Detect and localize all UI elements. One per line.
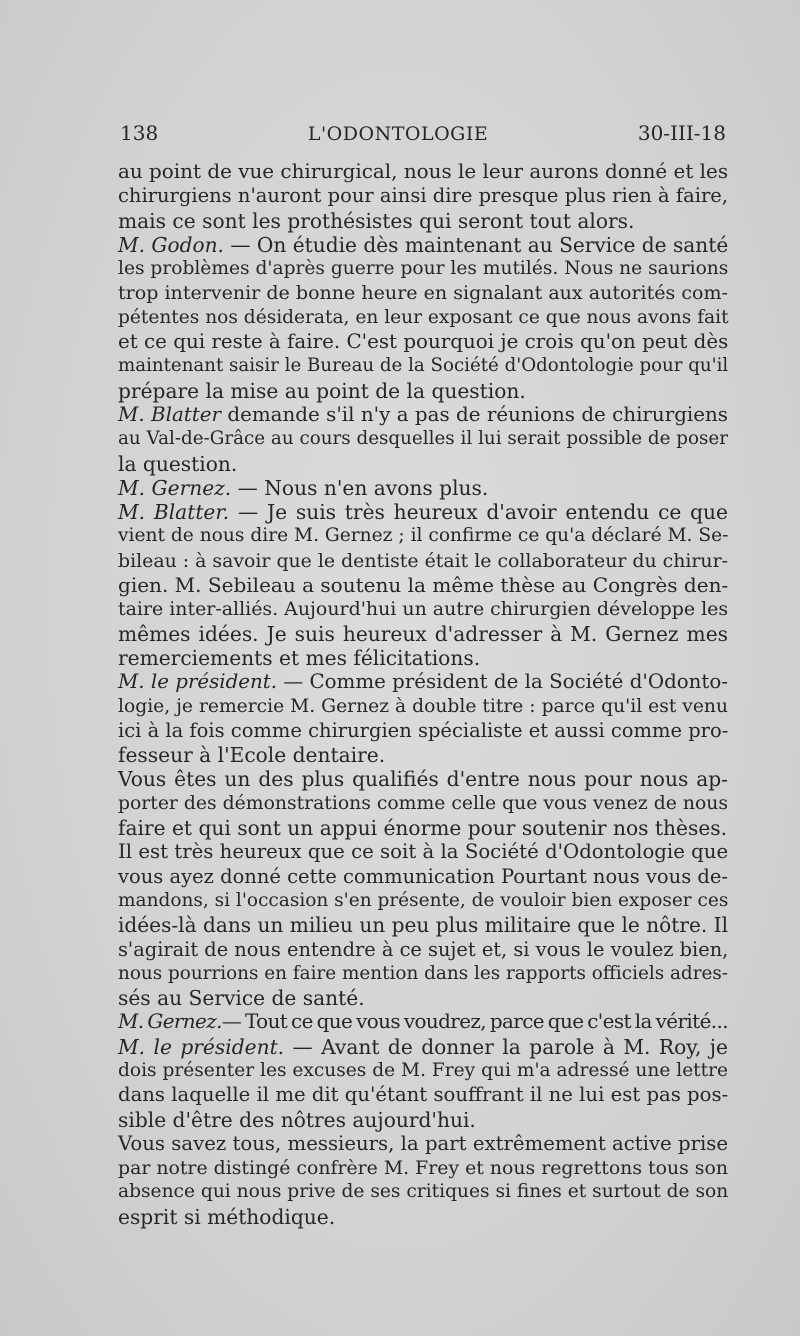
running-header — [120, 121, 726, 145]
text-line — [118, 743, 728, 767]
text-line — [118, 427, 728, 451]
line-text: porter des démonstrations comme celle que vous venez de nous — [118, 792, 728, 814]
text-line — [118, 670, 728, 694]
speaker-name: M. Gernez. — [118, 475, 232, 500]
line-text: ici à la fois comme chirurgien spécialiste et aussi comme pro- — [118, 718, 729, 742]
text-line — [118, 840, 728, 864]
text-line — [118, 913, 728, 937]
line-text: nous pourrions en faire mention dans les rapports officiels adres- — [118, 962, 728, 984]
text-line — [118, 816, 728, 840]
text-line — [118, 1156, 728, 1180]
text-line — [118, 695, 728, 719]
text-line — [118, 767, 728, 791]
text-line — [118, 792, 728, 816]
text-line — [118, 257, 728, 281]
text-line — [118, 1205, 728, 1229]
line-text: mêmes idées. Je suis heureux d'adresser à M. Gernez mes — [118, 621, 728, 646]
text-line — [118, 719, 728, 743]
line-text: esprit si méthodique. — [118, 1204, 336, 1229]
line-text: au point de vue chirurgical, nous le leur aurons donné et les — [118, 160, 729, 183]
text-line — [118, 573, 728, 597]
journal-title: L'ODONTOLOGIE — [307, 123, 489, 145]
line-text: et ce qui reste à faire. C'est pourquoi je crois qu'on peut dès — [118, 330, 729, 354]
line-text: bileau : à savoir que le dentiste était le collaborateur du chirur- — [118, 549, 728, 572]
line-text: faire et qui sont un appui énorme pour soutenir nos thèses. — [118, 816, 728, 841]
text-line — [118, 452, 728, 476]
speaker-name: M. le président. — [118, 1034, 285, 1059]
line-text: — On étudie dès maintenant au Service de santé — [223, 232, 729, 257]
line-text: maintenant saisir le Bureau de la Société d'Odontologie pour qu'il — [118, 355, 729, 377]
text-line — [118, 184, 728, 208]
page-number: 138 — [120, 121, 159, 145]
text-line — [118, 865, 728, 889]
line-text: vient de nous dire M. Gernez ; il confirme ce qu'a déclaré M. Se- — [118, 525, 729, 547]
line-text: mais ce sont les prothésistes qui seront tout alors. — [118, 208, 635, 233]
line-text: dois présenter les excuses de M. Frey qui m'a adressé une lettre — [118, 1059, 728, 1081]
line-text: — Nous n'en avons plus. — [231, 475, 489, 500]
text-line — [118, 938, 728, 962]
line-text: chirurgiens n'auront pour ainsi dire presque plus rien à faire, — [118, 184, 728, 208]
line-text: remerciements et mes félicitations. — [118, 645, 481, 670]
line-text: prépare la mise au point de la question. — [118, 378, 526, 403]
speaker-name: M. Godon. — [118, 232, 224, 257]
line-text: — Avant de donner la parole à M. Roy, je — [284, 1034, 729, 1059]
text-line — [118, 209, 728, 233]
text-line — [118, 1108, 728, 1132]
text-line — [118, 549, 728, 573]
line-text: gien. M. Sebileau a soutenu la même thèse au Congrès den- — [118, 573, 729, 598]
line-text: mandons, si l'occasion s'en présente, de vouloir bien exposer ces — [118, 889, 729, 911]
text-line — [118, 524, 728, 548]
text-line — [118, 379, 728, 403]
line-text: taire inter-alliés. Aujourd'hui un autre chirurgien développe les — [118, 598, 729, 621]
line-text: trop intervenir de bonne heure en signalant aux autorités com- — [118, 282, 728, 305]
line-text: logie, je remercie M. Gernez à double titre : parce qu'il est venu — [118, 695, 728, 717]
line-text: fesseur à l'Ecole dentaire. — [118, 743, 386, 768]
text-line — [118, 622, 728, 646]
text-line — [118, 889, 728, 913]
text-line — [118, 962, 728, 986]
line-text: s'agirait de nous entendre à ce sujet et, si vous le voulez bien, — [118, 937, 729, 961]
text-line — [118, 1132, 728, 1156]
issue-date: 30-III-18 — [637, 121, 726, 145]
text-line — [118, 986, 728, 1010]
line-text: la question. — [118, 451, 238, 476]
text-line — [118, 281, 728, 305]
line-text: les problèmes d'après guerre pour les mutilés. Nous ne saurions — [118, 258, 729, 280]
text-line — [118, 1035, 728, 1059]
text-line — [118, 476, 728, 500]
line-text: idées-là dans un milieu un peu plus militaire que le nôtre. Il — [118, 913, 728, 938]
body-text — [118, 160, 728, 1229]
line-text: sible d'être des nôtres aujourd'hui. — [118, 1107, 476, 1132]
line-text: demande s'il n'y a pas de réunions de chirurgiens — [221, 402, 728, 426]
text-line — [118, 160, 728, 184]
text-line — [118, 403, 728, 427]
text-line — [118, 306, 728, 330]
speaker-name: M. Blatter. — [118, 500, 230, 525]
text-line — [118, 330, 728, 354]
line-text: au Val-de-Grâce au cours desquelles il lui serait possible de poser — [118, 428, 728, 450]
text-line — [118, 597, 728, 621]
line-text: — Je suis très heureux d'avoir entendu ce que — [229, 500, 728, 525]
text-line — [118, 354, 728, 378]
speaker-name: M. Blatter — [118, 402, 222, 426]
text-line — [118, 233, 728, 257]
line-text: sés au Service de santé. — [118, 986, 365, 1011]
speaker-name: M. Gernez. — [118, 1010, 222, 1034]
line-text: par notre distingé confrère M. Frey et nous regrettons tous son — [118, 1157, 728, 1180]
line-text: Il est très heureux que ce soit à la Société d'Odontologie que — [118, 840, 729, 864]
line-text: Vous savez tous, messieurs, la part extrêmement active prise — [118, 1131, 728, 1155]
line-text: dans laquelle il me dit qu'étant souffrant il ne lui est pas pos- — [118, 1083, 729, 1107]
line-text: pétentes nos désiderata, en leur exposant ce que nous avons fait — [118, 306, 729, 328]
text-line — [118, 1059, 728, 1083]
line-text: vous ayez donné cette communication Pourtant nous vous de- — [118, 864, 728, 888]
text-line — [118, 500, 728, 524]
text-line — [118, 646, 728, 670]
text-line — [118, 1180, 728, 1204]
line-text: absence qui nous prive de ses critiques si fines et surtout de son — [118, 1181, 729, 1203]
text-line — [118, 1010, 728, 1034]
line-text: — Tout ce que vous voudrez, parce que c'est la vérité... — [221, 1010, 728, 1034]
line-text: Vous êtes un des plus qualifiés d'entre nous pour nous ap- — [118, 767, 728, 792]
line-text: — Comme président de la Société d'Odonto- — [277, 670, 728, 694]
text-line — [118, 1083, 728, 1107]
speaker-name: M. le président. — [118, 670, 278, 694]
